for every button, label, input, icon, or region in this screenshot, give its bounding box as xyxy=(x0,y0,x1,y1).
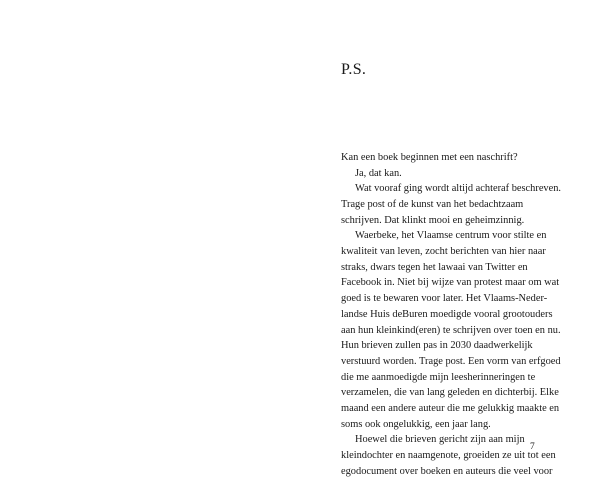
text-line: Hun brieven zullen pas in 2030 daadwerkelijk xyxy=(341,340,533,352)
text-line: verstuurd worden. Trage post. Een vorm van erfgoed xyxy=(341,355,561,367)
text-line: maand een andere auteur die me gelukkig maakte en xyxy=(341,402,560,414)
text-line: Wat vooraf ging wordt altijd achteraf beschreven. xyxy=(355,183,562,195)
text-line: Kan een boek beginnen met een naschrift? xyxy=(341,152,518,163)
chapter-title: P.S. xyxy=(341,61,367,78)
text-line: Ja, dat kan. xyxy=(355,167,402,179)
page-number: 7 xyxy=(530,442,535,452)
text-line: straks, dwars tegen het lawaai van Twitter en xyxy=(341,261,528,273)
text-line: Facebook in. Niet bij wijze van protest maar om wat xyxy=(341,277,560,289)
text-line: kleindochter en naamgenote, groeiden ze uit tot een xyxy=(341,450,556,461)
text-line: kwaliteit van leven, zocht berichten van hier naar xyxy=(341,246,546,258)
text-line: goed is te bewaren voor later. Het Vlaams-Neder- xyxy=(341,293,548,305)
text-line: landse Huis deBuren moedigde vooral grootouders xyxy=(341,308,553,320)
text-line: schrijven. Dat klinkt mooi en geheimzinnig. xyxy=(341,214,525,226)
text-line: Waerbeke, het Vlaamse centrum voor stilte en xyxy=(355,230,547,242)
intro-paragraph xyxy=(341,150,585,197)
text-line: die me aanmoedigde mijn leesherinneringen te xyxy=(341,371,536,383)
text-line: egodocument over boeken en auteurs die veel voor xyxy=(341,465,553,477)
text-line: Trage post of de kunst van het bedachtzaam xyxy=(341,199,524,210)
body-text xyxy=(341,197,585,479)
text-line: verzamelen, die van lang geleden en dichterbij. Elke xyxy=(341,387,559,399)
text-line: aan hun kleinkind(eren) te schrijven over toen en nu. xyxy=(341,324,561,336)
text-line: Hoewel die brieven gericht zijn aan mijn xyxy=(355,434,525,446)
text-line: soms ook ongelukkig, een jaar lang. xyxy=(341,418,491,430)
